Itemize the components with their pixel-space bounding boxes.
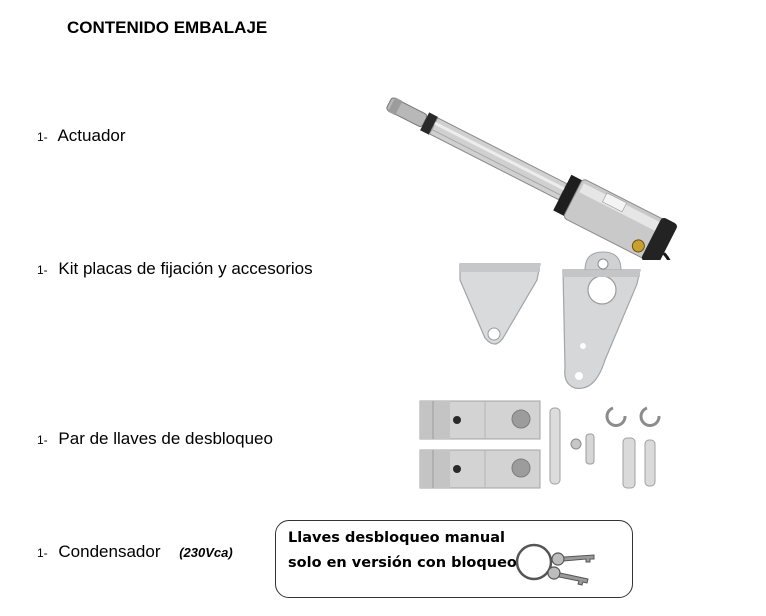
linear-actuator-icon: [385, 90, 720, 260]
item-qty: 1-: [37, 263, 48, 277]
item-label: Kit placas de fijación y accesorios: [58, 259, 313, 278]
item-condensador: [37, 542, 233, 562]
item-label: Condensador: [58, 542, 161, 561]
keys-note-box: [275, 520, 633, 598]
keys-note-line1: Llaves desbloqueo manual: [288, 530, 505, 546]
keys-note-line2: solo en versión con bloqueo: [288, 555, 517, 571]
keys-icon: [514, 535, 604, 589]
item-qty: 1-: [37, 433, 48, 447]
item-note: (230Vca): [179, 545, 233, 560]
page-title: CONTENIDO EMBALAJE: [67, 18, 268, 37]
item-actuador: [37, 126, 126, 146]
item-qty: 1-: [37, 546, 48, 560]
item-qty: 1-: [37, 130, 48, 144]
mounting-brackets-icon: [455, 250, 650, 395]
item-label: Actuador: [57, 126, 126, 145]
item-label: Par de llaves de desbloqueo: [58, 429, 273, 448]
item-kit-placas: [37, 259, 313, 279]
item-llaves: [37, 429, 273, 449]
hinge-pins-kit-icon: [415, 398, 680, 498]
